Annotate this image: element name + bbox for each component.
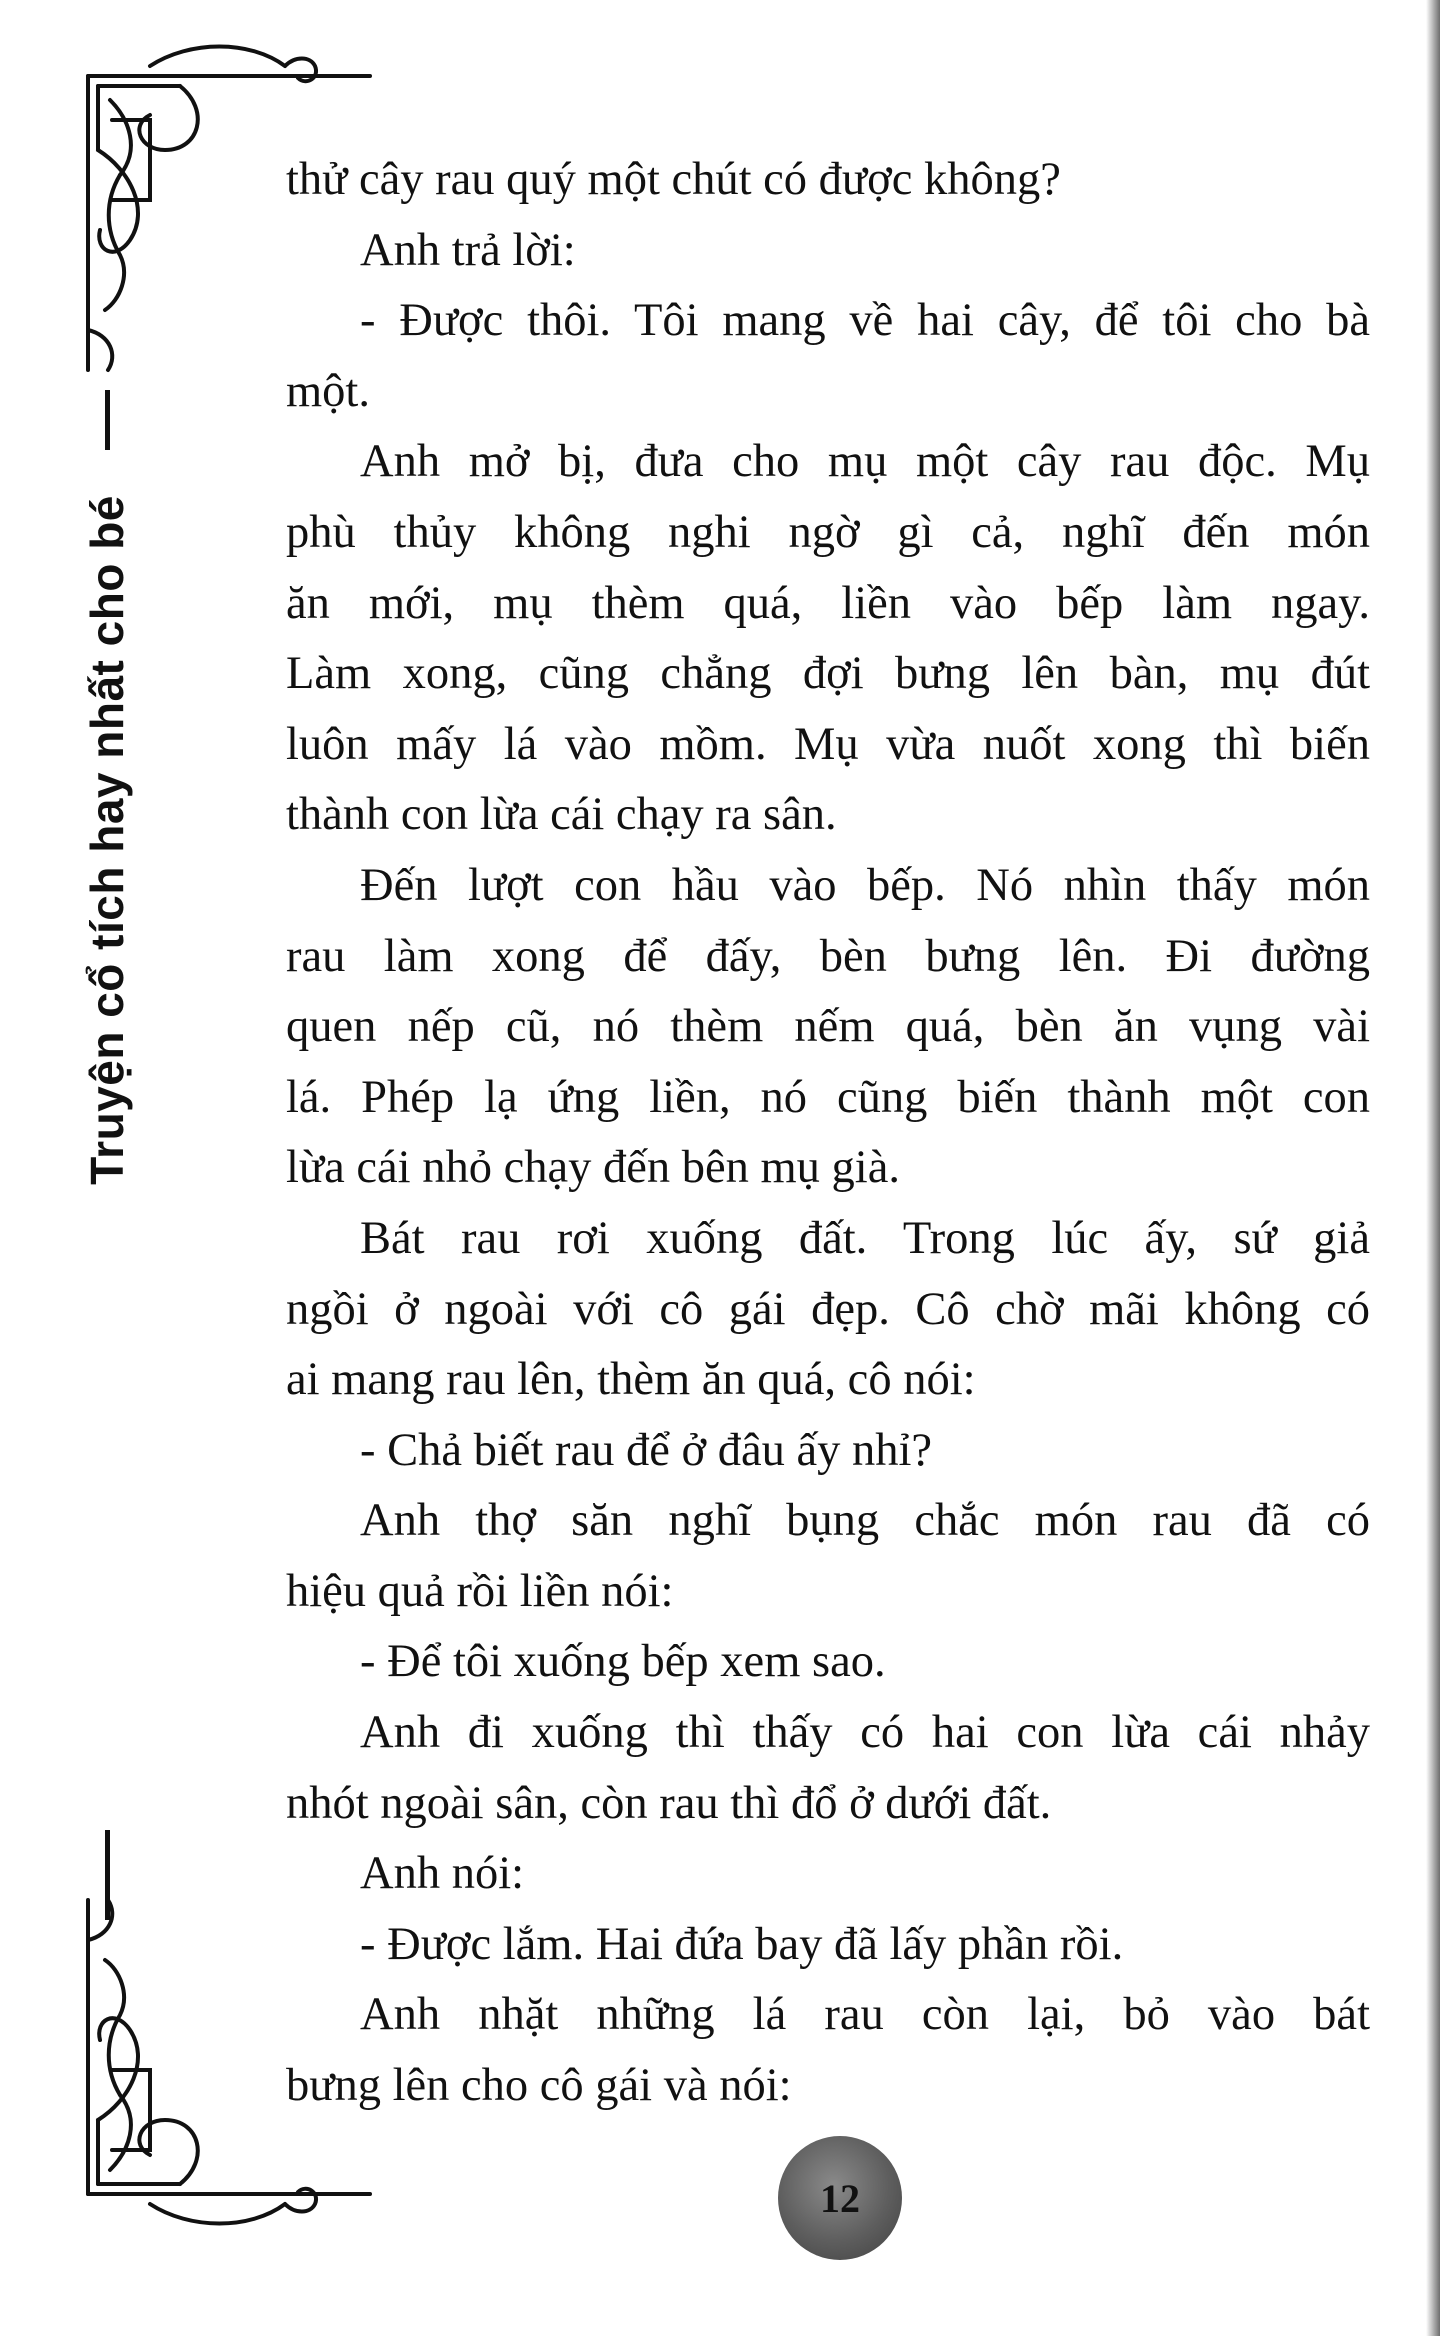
text-line: ngồi ở ngoài với cô gái đẹp. Cô chờ mãi không có bbox=[286, 1283, 1370, 1335]
text-line: phù thủy không nghi ngờ gì cả, nghĩ đến món bbox=[286, 506, 1370, 558]
text-line: một. bbox=[286, 365, 370, 417]
text-line: - Để tôi xuống bếp xem sao. bbox=[360, 1636, 886, 1688]
text-line: bưng lên cho cô gái và nói: bbox=[286, 2060, 792, 2112]
text-line: Anh trả lời: bbox=[360, 224, 576, 276]
text-line: thử cây rau quý một chút có được không? bbox=[286, 154, 1061, 205]
text-line: Anh nhặt những lá rau còn lại, bỏ vào bát bbox=[360, 1989, 1370, 2041]
text-line: Anh mở bị, đưa cho mụ một cây rau độc. Mụ bbox=[360, 436, 1370, 488]
text-line: ăn mới, mụ thèm quá, liền vào bếp làm ngay. bbox=[286, 577, 1370, 629]
text-line: lá. Phép lạ ứng liền, nó cũng biến thành một con bbox=[286, 1071, 1370, 1123]
story-text-body bbox=[286, 145, 1370, 2122]
page-number: 12 bbox=[820, 2175, 860, 2221]
text-line: Anh đi xuống thì thấy có hai con lừa cái nhảy bbox=[360, 1707, 1370, 1759]
text-line: rau làm xong để đấy, bèn bưng lên. Đi đường bbox=[286, 930, 1370, 982]
text-line: luôn mấy lá vào mồm. Mụ vừa nuốt xong thì biến bbox=[286, 718, 1370, 770]
text-line: ai mang rau lên, thèm ăn quá, cô nói: bbox=[286, 1354, 976, 1406]
text-line: Anh thợ săn nghĩ bụng chắc món rau đã có bbox=[360, 1495, 1370, 1547]
text-line: Anh nói: bbox=[360, 1848, 525, 1900]
text-line: Làm xong, cũng chẳng đợi bưng lên bàn, mụ đút bbox=[286, 648, 1370, 700]
text-line: - Chả biết rau để ở đâu ấy nhỉ? bbox=[360, 1424, 933, 1476]
text-line: Đến lượt con hầu vào bếp. Nó nhìn thấy món bbox=[360, 859, 1370, 911]
page-edge-shadow bbox=[1426, 0, 1440, 2336]
text-line: - Được thôi. Tôi mang về hai cây, để tôi cho bà bbox=[360, 295, 1370, 347]
text-line: - Được lắm. Hai đứa bay đã lấy phần rồi. bbox=[360, 1918, 1124, 1970]
text-line: lừa cái nhỏ chạy đến bên mụ già. bbox=[286, 1142, 900, 1194]
book-title-vertical: Truyện cổ tích hay nhất cho bé bbox=[81, 495, 133, 1185]
page-number-badge bbox=[778, 2136, 902, 2260]
spine-rule-upper bbox=[105, 390, 110, 450]
text-line: hiệu quả rồi liền nói: bbox=[286, 1565, 674, 1617]
text-line: Bát rau rơi xuống đất. Trong lúc ấy, sứ giả bbox=[360, 1212, 1370, 1264]
text-line: thành con lừa cái chạy ra sân. bbox=[286, 789, 837, 841]
text-line: quen nếp cũ, nó thèm nếm quá, bèn ăn vụng vài bbox=[286, 1001, 1370, 1053]
text-line: nhót ngoài sân, còn rau thì đổ ở dưới đất. bbox=[286, 1777, 1052, 1829]
